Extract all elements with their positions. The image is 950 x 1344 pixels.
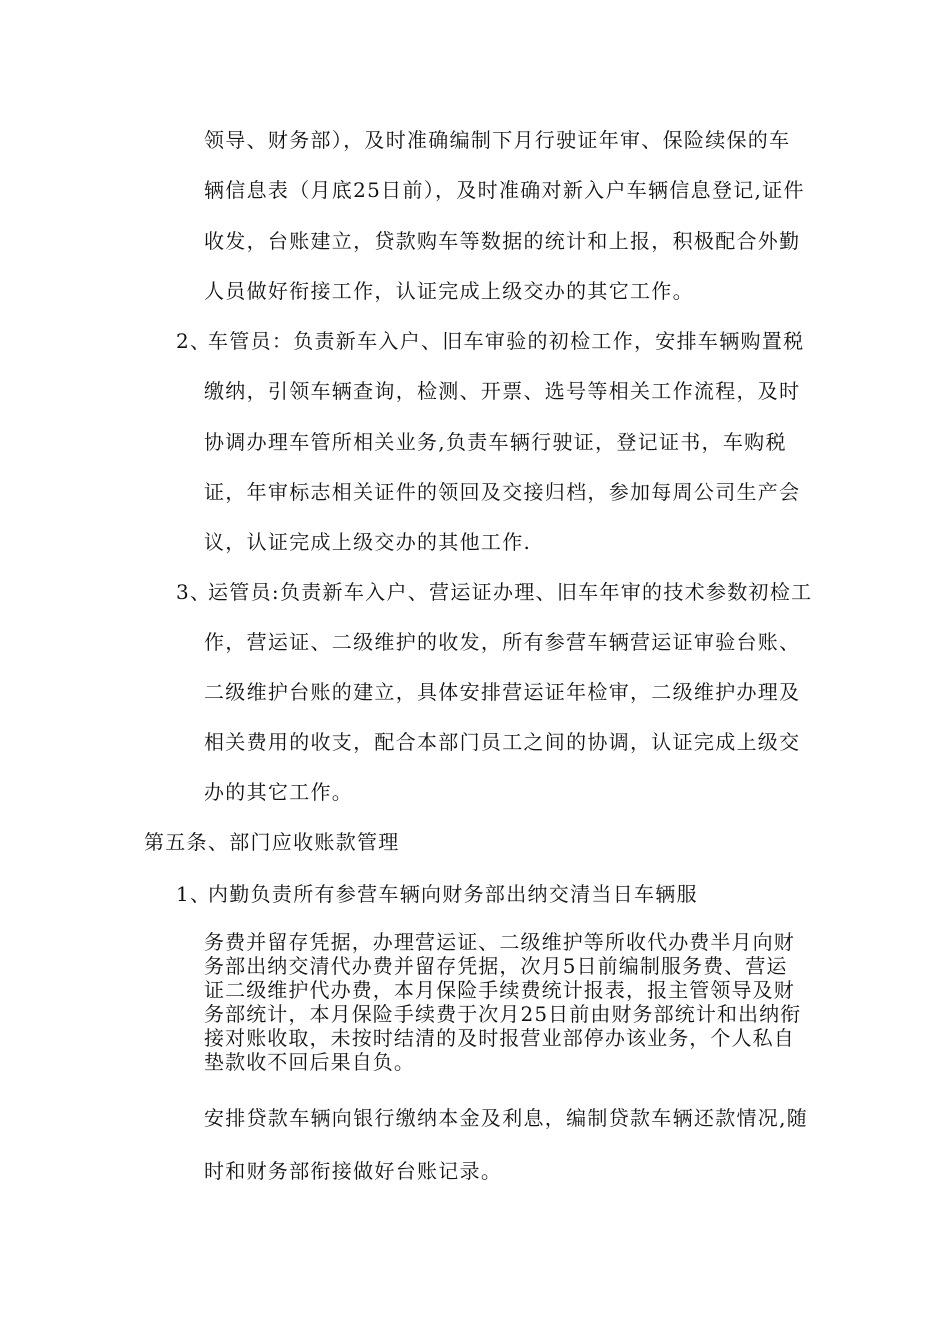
item-2-line: 协调办理车管所相关业务,负责车辆行驶证，登记证书，车购税: [204, 430, 787, 454]
section-5-item-1-first-line: 内勤负责所有参营车辆向财务部出纳交清当日车辆服: [208, 882, 698, 906]
item-3-line: 运管员:负责新车入户、营运证办理、旧车年审的技术参数初检工: [208, 580, 813, 604]
intro-line: 领导、财务部），及时准确编制下月行驶证年审、保险续保的车: [204, 128, 791, 152]
item-2-line: 缴纳，引领车辆查询，检测、开票、选号等相关工作流程，及时: [204, 379, 801, 403]
item-2-line: 证，年审标志相关证件的领回及交接归档，参加每周公司生产会: [204, 480, 801, 504]
item-3-line: 相关费用的收支，配合本部门员工之间的协调，认证完成上级交: [204, 730, 801, 754]
section-5-item-1-number: 1、: [176, 882, 212, 906]
item-3-line: 办的其它工作。: [204, 780, 354, 804]
section-5-heading: 第五条、部门应收账款管理: [144, 830, 400, 854]
loan-line: 安排贷款车辆向银行缴纳本金及利息，编制贷款车辆还款情况,随: [204, 1106, 809, 1130]
section-5-item-1-line: 务费并留存凭据，办理营运证、二级维护等所收代办费半月向财: [204, 930, 795, 954]
intro-line: 收发，台账建立，贷款购车等数据的统计和上报，积极配合外勤: [204, 229, 801, 253]
item-2-line: 车管员：负责新车入户、旧车审验的初检工作，安排车辆购置税: [208, 329, 805, 353]
item-2-line: 议，认证完成上级交办的其他工作.: [204, 530, 532, 554]
section-5-item-1-line: 证二级维护代办费，本月保险手续费统计报表，报主管领导及财: [204, 978, 795, 1002]
item-3-line: 二级维护台账的建立，具体安排营运证年检审，二级维护办理及: [204, 680, 801, 704]
section-5-item-1-line: 务部出纳交清代办费并留存凭据，次月5日前编制服务费、营运: [204, 954, 788, 978]
item-2-number: 2、: [176, 329, 212, 353]
section-5-item-1-line: 务部统计，本月保险手续费于次月25日前由财务部统计和出纳衔: [204, 1002, 802, 1026]
section-5-item-1-line: 接对账收取，未按时结清的及时报营业部停办该业务，个人私自: [204, 1026, 795, 1050]
section-5-item-1-line: 垫款收不回后果自负。: [204, 1050, 415, 1074]
intro-line: 人员做好衔接工作，认证完成上级交办的其它工作。: [204, 279, 694, 303]
item-3-line: 作，营运证、二级维护的收发，所有参营车辆营运证审验台账、: [204, 630, 801, 654]
loan-line: 时和财务部衔接做好台账记录。: [204, 1159, 503, 1183]
intro-line: 辆信息表（月底25日前），及时准确对新入户车辆信息登记,证件: [204, 178, 805, 202]
item-3-number: 3、: [176, 580, 212, 604]
